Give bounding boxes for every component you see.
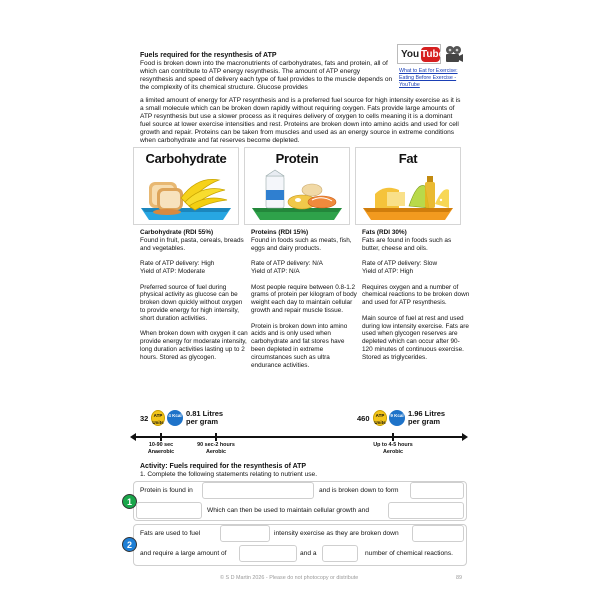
carbohydrate-yield: Yield of ATP: Moderate	[140, 267, 206, 275]
q2-text-1: Fats are used to fuel	[140, 530, 201, 537]
fat-title: Fat	[398, 151, 418, 166]
intro-text-continued: a limited amount of energy for ATP resynthesis and is a preferred fuel source for high intensity exercise as it is a small molecule which can be broken down rapidly without requiring oxygen. Fats provide large amounts of ATP resynthesis but use a slower process as it requires delivery of oxygen to cells meaning it is a dominant fuel source at lower exercise intensities and rest. Proteins are broken down into amino acids and used for cell growth and repair. Proteins can be taken from muscles and used as an energy source in extreme conditions when carbohydrate and fat reserves become depleted.	[140, 97, 461, 145]
carbohydrate-info-column	[140, 229, 248, 369]
q2-blank-3[interactable]	[239, 545, 297, 562]
timeline-label	[363, 442, 423, 455]
protein-sources: Found in foods such as meats, fish, eggs and dairy products.	[251, 236, 352, 252]
fat-paragraph-2: Main source of fuel at rest and used during low intensity exercise. Fats are used when glycogen reserves are depleted which can occur after 90-120 minutes of continuous exercise. Stored as triglycerides.	[362, 314, 469, 361]
fat-info-column	[362, 229, 470, 369]
youtube-video-link[interactable]: What to Eat for Exercise: Eating Before Exercise - YouTube	[399, 68, 458, 88]
intro-title: Fuels required for the resynthesis of ATP	[140, 52, 277, 59]
q1-text-1: Protein is found in	[140, 487, 193, 494]
question-1-number-badge: 1	[122, 494, 137, 509]
carbohydrate-heading: Carbohydrate (RDI 55%)	[140, 229, 214, 236]
carbohydrate-paragraph-1: Preferred source of fuel during physical activity as glucose can be broken down quickly without oxygen to provide energy for high intensity, short duration activities.	[140, 283, 243, 322]
q2-blank-1[interactable]	[220, 525, 270, 542]
fat-energy-row	[357, 408, 467, 430]
q1-blank-2[interactable]	[410, 482, 464, 499]
fat-yield: Yield of ATP: High	[362, 267, 414, 275]
film-camera-icon	[443, 44, 463, 64]
timeline-tick	[215, 433, 217, 441]
q2-text-3: and require a large amount of	[140, 550, 227, 557]
footer-copyright: © S D Martin 2026 - Please do not photocopy or distribute	[220, 575, 359, 581]
atp-units-badge: ATP Units	[373, 410, 387, 426]
q1-text-3: Which can then be used to maintain cellular growth and	[207, 507, 370, 514]
timeline-time: 90 sec-2 hours	[197, 442, 235, 448]
timeline-tick	[160, 433, 162, 441]
fat-rate: Rate of ATP delivery: Slow	[362, 260, 438, 268]
fat-foods-image	[359, 168, 457, 222]
timeline-arrow-right	[462, 433, 468, 441]
timeline-time: 10-90 sec	[148, 442, 174, 448]
carbohydrate-sources: Found in fruit, pasta, cereals, breads and vegetables.	[140, 236, 244, 252]
carbohydrate-atp-units: 32	[140, 414, 149, 423]
q2-blank-2[interactable]	[412, 525, 464, 542]
intro-text: Food is broken down into the macronutrients of carbohydrates, fats and protein, all of which can contribute to ATP energy resynthesis. The amount of ATP energy resynthesis and speed of delivery each type of fuel provides to the muscle depends on the complexity of its chemical structure. Glucose provides	[140, 60, 393, 92]
carbohydrate-foods-image	[137, 168, 235, 222]
q1-blank-4[interactable]	[388, 502, 464, 519]
fat-oxygen-per-gram: 1.96 Litres per gram	[408, 409, 446, 426]
intro-section	[140, 52, 395, 92]
protein-title: Protein	[275, 151, 319, 166]
youtube-logo-you: You	[401, 49, 420, 60]
protein-rate: Rate of ATP delivery: N/A	[251, 260, 323, 268]
timeline-system: Aerobic	[205, 448, 227, 455]
fat-sources: Fats are found in foods such as butter, cheese and oils.	[362, 236, 452, 252]
timeline-label	[131, 442, 191, 455]
youtube-link-block[interactable]	[397, 44, 465, 92]
protein-heading: Proteins (RDI 15%)	[251, 229, 309, 236]
q2-text-4: and a	[300, 550, 317, 557]
q1-blank-1[interactable]	[202, 482, 314, 499]
carbohydrate-paragraph-2: When broken down with oxygen it can provide energy for moderate intensity, long duration activities lasting up to 2 hours. Stored as glycogen.	[140, 330, 248, 361]
atp-units-badge: ATP Units	[151, 410, 165, 426]
protein-paragraph-2: Protein is broken down into amino acids and is only used when carbohydrate and fat stores have been depleted in extreme circumstances such as ultra endurance activities.	[251, 322, 348, 369]
carbohydrate-header-card	[133, 147, 239, 225]
fat-paragraph-1: Requires oxygen and a number of chemical reactions to be broken down and used for ATP resynthesis.	[362, 283, 470, 307]
q2-blank-4[interactable]	[322, 545, 358, 562]
carbohydrate-rate: Rate of ATP delivery: High	[140, 260, 215, 268]
kcal-badge: 4 Kcal	[167, 410, 183, 426]
carbohydrate-title: Carbohydrate	[145, 151, 227, 166]
carbohydrate-oxygen-per-gram: 0.81 Litres per gram	[186, 409, 224, 426]
q1-blank-3[interactable]	[136, 502, 202, 519]
protein-yield: Yield of ATP: N/A	[251, 267, 300, 275]
protein-paragraph-1: Most people require between 0.8-1.2 grams of protein per kilogram of body weight each day to maintain cellular growth and repair muscle tissue.	[251, 283, 357, 314]
activity-title: Activity: Fuels required for the resynthesis of ATP	[140, 463, 307, 470]
timeline-tick	[392, 433, 394, 441]
footer-page-number: 89	[456, 575, 462, 581]
youtube-logo	[397, 44, 445, 64]
protein-info-column	[251, 229, 359, 377]
q1-text-2: and is broken down to form	[319, 487, 399, 494]
protein-foods-image	[248, 168, 346, 222]
activity-instruction: 1. Complete the following statements relating to nutrient use.	[140, 471, 318, 478]
question-2-number-badge: 2	[122, 537, 137, 552]
q2-text-2: intensity exercise as they are broken down	[274, 530, 399, 537]
fat-atp-units: 460	[357, 414, 370, 423]
youtube-logo-tube: Tube	[421, 49, 445, 60]
q2-text-5: number of chemical reactions.	[365, 550, 453, 557]
timeline-label	[186, 442, 246, 455]
timeline-system: Anaerobic	[147, 448, 175, 455]
energy-duration-timeline	[130, 432, 468, 462]
timeline-time: Up to 4-5 hours	[373, 442, 413, 448]
timeline-system: Aerobic	[382, 448, 404, 455]
kcal-badge: 9 Kcal	[389, 410, 405, 426]
fat-header-card	[355, 147, 461, 225]
fat-heading: Fats (RDI 30%)	[362, 229, 407, 236]
protein-header-card	[244, 147, 350, 225]
carbohydrate-energy-row	[140, 408, 250, 430]
timeline-axis	[134, 436, 462, 438]
